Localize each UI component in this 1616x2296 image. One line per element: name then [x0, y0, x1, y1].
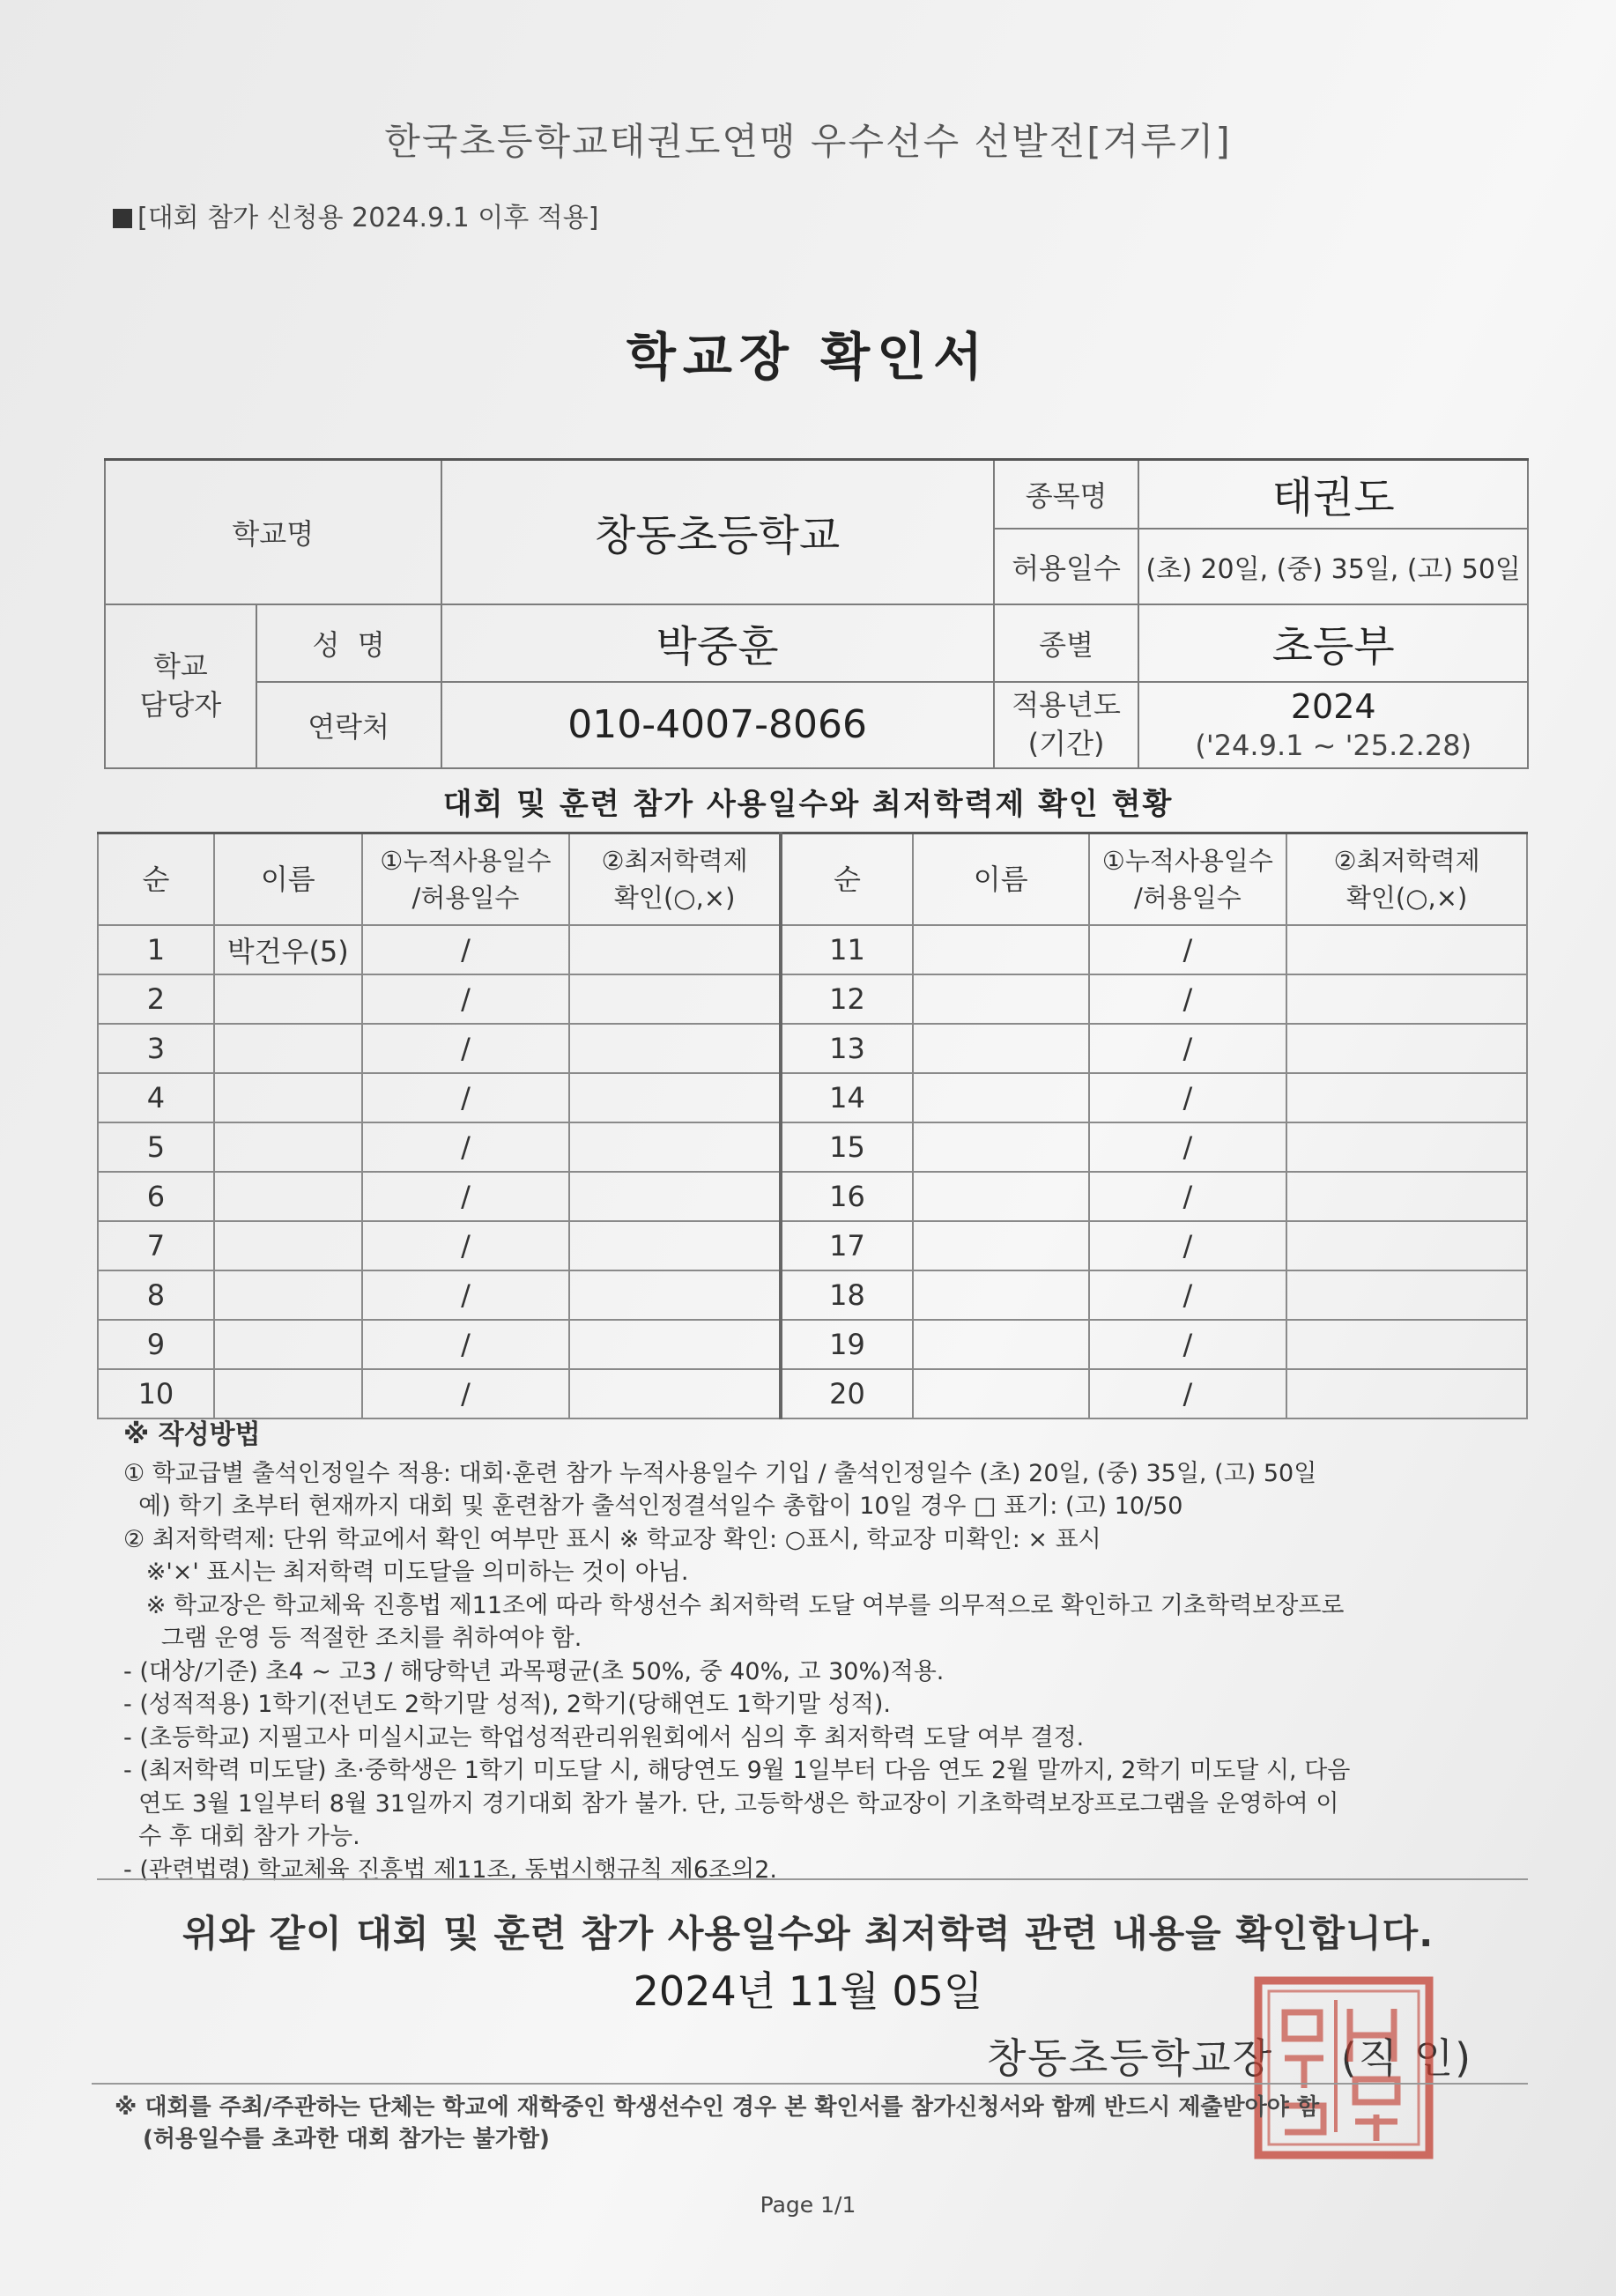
school-name-value: 창동초등학교 — [441, 460, 994, 604]
achievement-check-2 — [1286, 1221, 1527, 1270]
achievement-check — [569, 974, 781, 1024]
table-row — [98, 1270, 1527, 1320]
year-cell — [1138, 682, 1528, 768]
year-label — [994, 682, 1139, 768]
days-ratio-2: / — [1089, 1122, 1287, 1172]
col-header-check-2-line1: ②최저학력제 — [1333, 845, 1480, 876]
school-name-label: 학교명 — [105, 460, 441, 604]
instruction-line: ① 학교급별 출석인정일수 적용: 대회·훈련 참가 누적사용일수 기입 / 출석인정일수 (초) 20일, (중) 35일, (고) 50일 — [123, 1459, 1317, 1487]
days-ratio-2: / — [1089, 1320, 1287, 1369]
section-title: 대회 및 훈련 참가 사용일수와 최저학력제 확인 현황 — [442, 787, 1174, 822]
contact-label: 연락처 — [256, 682, 441, 768]
footnote-line2: (허용일수를 초과한 대회 참가는 불가함) — [143, 2126, 550, 2152]
achievement-check — [569, 1122, 781, 1172]
competition-title: 한국초등학교태권도연맹 우수선수 선발전[겨루기] — [384, 120, 1232, 163]
student-name — [214, 1172, 362, 1221]
achievement-check — [569, 1221, 781, 1270]
student-name — [214, 1122, 362, 1172]
days-ratio-2: / — [1089, 1024, 1287, 1073]
row-number-2: 16 — [781, 1172, 913, 1221]
col-header-no-2: 순 — [781, 833, 913, 926]
days-ratio-2: / — [1089, 974, 1287, 1024]
days-ratio: / — [362, 974, 570, 1024]
col-header-days-line2: /허용일수 — [411, 883, 520, 913]
instruction-line: 연도 3월 1일부터 8월 31일까지 경기대회 참가 불가. 단, 고등학생은 학교장이 기초학력보장프로그램을 운영하여 이 — [123, 1789, 1339, 1818]
row-number: 7 — [98, 1221, 214, 1270]
confirmation-date: 2024년 11월 05일 — [633, 1967, 983, 2015]
col-header-no: 순 — [98, 833, 214, 926]
row-number-2: 12 — [781, 974, 913, 1024]
table-row — [98, 1172, 1527, 1221]
instruction-line: - (관련법령) 학교체육 진흥법 제11조, 동법시행규칙 제6조의2. — [123, 1855, 777, 1884]
year-label-line1: 적용년도 — [1012, 688, 1121, 722]
division-value: 초등부 — [1138, 604, 1528, 682]
student-name-2 — [913, 1172, 1089, 1221]
staff-label-line1: 학교 — [152, 649, 208, 684]
instruction-line: - (최저학력 미도달) 초·중학생은 1학기 미도달 시, 해당연도 9월 1일부터 다음 연도 2월 말까지, 2학기 미도달 시, 다음 — [123, 1757, 1351, 1784]
achievement-check — [569, 1369, 781, 1418]
student-name-2 — [913, 925, 1089, 974]
col-header-check-line2: 확인(○,×) — [613, 883, 736, 913]
table-row — [98, 1320, 1527, 1369]
seal-note: (직 인) — [1340, 2034, 1473, 2082]
col-header-name-2: 이름 — [913, 833, 1089, 926]
student-name-2 — [913, 1073, 1089, 1122]
col-header-days-2-line1: ①누적사용일수 — [1101, 845, 1273, 876]
row-number-2: 19 — [781, 1320, 913, 1369]
student-name-2 — [913, 1270, 1089, 1320]
table-row — [98, 974, 1527, 1024]
student-name — [214, 1270, 362, 1320]
student-name — [214, 1024, 362, 1073]
col-header-check-line1: ②최저학력제 — [601, 845, 748, 876]
days-ratio-2: / — [1089, 1369, 1287, 1418]
year-value: 2024 — [1290, 686, 1376, 726]
table-row — [98, 1122, 1527, 1172]
name-value: 박중훈 — [441, 604, 994, 682]
days-ratio: / — [362, 1369, 570, 1418]
student-name-2 — [913, 1369, 1089, 1418]
document-title: 학교장 확인서 — [626, 327, 990, 387]
student-name — [214, 1073, 362, 1122]
student-name: 박건우(5) — [214, 925, 362, 974]
days-ratio-2: / — [1089, 1221, 1287, 1270]
row-number: 5 — [98, 1122, 214, 1172]
info-table — [104, 458, 1529, 769]
row-number: 3 — [98, 1024, 214, 1073]
student-name — [214, 1369, 362, 1418]
footnote-line1: ※ 대회를 주최/주관하는 단체는 학교에 재학중인 학생선수인 경우 본 확인서를 참가신청서와 함께 반드시 제출받아야 함 — [115, 2094, 1320, 2121]
row-number-2: 11 — [781, 925, 913, 974]
days-ratio-2: / — [1089, 1270, 1287, 1320]
roster-table — [97, 832, 1528, 1419]
days-ratio: / — [362, 1172, 570, 1221]
col-header-days-line1: ①누적사용일수 — [380, 845, 552, 876]
student-name — [214, 974, 362, 1024]
days-ratio: / — [362, 1320, 570, 1369]
student-name-2 — [913, 974, 1089, 1024]
days-ratio: / — [362, 1073, 570, 1122]
row-number-2: 15 — [781, 1122, 913, 1172]
days-ratio: / — [362, 1122, 570, 1172]
instruction-line: 예) 학기 초부터 현재까지 대회 및 훈련참가 출석인정결석일수 총합이 10일 경우 □ 표기: (고) 10/50 — [123, 1492, 1183, 1520]
row-number: 8 — [98, 1270, 214, 1320]
instruction-line: ② 최저학력제: 단위 학교에서 확인 여부만 표시 ※ 학교장 확인: ○표시, 학교장 미확인: × 표시 — [123, 1525, 1101, 1553]
name-label: 성 명 — [256, 604, 441, 682]
table-row — [98, 1073, 1527, 1122]
period-value: ('24.9.1 ~ '25.2.28) — [1195, 729, 1472, 763]
col-header-days — [362, 833, 570, 926]
table-row — [98, 1221, 1527, 1270]
achievement-check-2 — [1286, 1172, 1527, 1221]
row-number-2: 17 — [781, 1221, 913, 1270]
days-ratio: / — [362, 1221, 570, 1270]
row-number: 1 — [98, 925, 214, 974]
student-name — [214, 1320, 362, 1369]
instruction-line: - (성적적용) 1학기(전년도 2학기말 성적), 2학기(당해연도 1학기말 성적). — [123, 1691, 891, 1718]
achievement-check — [569, 925, 781, 974]
col-header-days-2-line2: /허용일수 — [1133, 883, 1242, 913]
achievement-check — [569, 1270, 781, 1320]
instructions — [123, 1418, 1533, 1886]
row-number: 9 — [98, 1320, 214, 1369]
instruction-line: ※ 학교장은 학교체육 진흥법 제11조에 따라 학생선수 최저학력 도달 여부를 의무적으로 확인하고 기초학력보장프로 — [123, 1591, 1345, 1619]
divider — [97, 1878, 1528, 1880]
event-value: 태권도 — [1138, 460, 1528, 529]
table-row — [98, 925, 1527, 974]
achievement-check-2 — [1286, 1024, 1527, 1073]
table-row — [98, 1024, 1527, 1073]
achievement-check — [569, 1024, 781, 1073]
achievement-check — [569, 1320, 781, 1369]
days-ratio: / — [362, 1270, 570, 1320]
student-name-2 — [913, 1024, 1089, 1073]
achievement-check-2 — [1286, 925, 1527, 974]
divider-footer — [92, 2083, 1528, 2085]
days-ratio-2: / — [1089, 1073, 1287, 1122]
year-label-line2: (기간) — [1027, 726, 1105, 760]
achievement-check-2 — [1286, 1122, 1527, 1172]
square-bullet-icon — [113, 209, 132, 228]
achievement-check-2 — [1286, 1073, 1527, 1122]
principal-name: 창동초등학교장 — [987, 2034, 1274, 2082]
student-name-2 — [913, 1122, 1089, 1172]
instruction-line: ※'×' 표시는 최저학력 미도달을 의미하는 것이 아님. — [123, 1559, 689, 1586]
confirmation-statement: 위와 같이 대회 및 훈련 참가 사용일수와 최저학력 관련 내용을 확인합니다. — [182, 1912, 1434, 1955]
form-note — [113, 196, 598, 234]
form-note-text: [대회 참가 신청용 2024.9.1 이후 적용] — [137, 203, 599, 233]
col-header-check-2 — [1286, 833, 1527, 926]
student-name — [214, 1221, 362, 1270]
days-ratio: / — [362, 1024, 570, 1073]
achievement-check — [569, 1172, 781, 1221]
achievement-check-2 — [1286, 1369, 1527, 1418]
achievement-check — [569, 1073, 781, 1122]
days-ratio-2: / — [1089, 1172, 1287, 1221]
days-ratio: / — [362, 925, 570, 974]
row-number-2: 13 — [781, 1024, 913, 1073]
division-label: 종별 — [994, 604, 1139, 682]
col-header-check-2-line2: 확인(○,×) — [1345, 883, 1468, 913]
days-ratio-2: / — [1089, 925, 1287, 974]
col-header-days-2 — [1089, 833, 1287, 926]
row-number: 4 — [98, 1073, 214, 1122]
instructions-heading: ※ 작성방법 — [123, 1419, 261, 1450]
achievement-check-2 — [1286, 1320, 1527, 1369]
row-number: 6 — [98, 1172, 214, 1221]
page-number: Page 1/1 — [760, 2192, 856, 2218]
staff-label — [105, 604, 256, 768]
instructions-lines — [123, 1457, 1533, 1887]
instruction-line: 수 후 대회 참가 가능. — [123, 1823, 360, 1850]
event-label: 종목명 — [994, 460, 1139, 529]
footnote — [115, 2092, 1524, 2155]
row-number-2: 14 — [781, 1073, 913, 1122]
col-header-check — [569, 833, 781, 926]
staff-label-line2: 담당자 — [139, 687, 222, 722]
instruction-line: - (대상/기준) 초4 ~ 고3 / 해당학년 과목평균(초 50%, 중 40%, 고 30%)적용. — [123, 1657, 945, 1685]
instruction-line: - (초등학교) 지필고사 미실시교는 학업성적관리위원회에서 심의 후 최저학력 도달 여부 결정. — [123, 1723, 1085, 1752]
allowed-days-value: (초) 20일, (중) 35일, (고) 50일 — [1138, 529, 1528, 604]
achievement-check-2 — [1286, 974, 1527, 1024]
row-number: 10 — [98, 1369, 214, 1418]
col-header-name: 이름 — [214, 833, 362, 926]
student-name-2 — [913, 1221, 1089, 1270]
row-number: 2 — [98, 974, 214, 1024]
row-number-2: 20 — [781, 1369, 913, 1418]
instruction-line: 그램 운영 등 적절한 조치를 취하여야 함. — [123, 1625, 582, 1652]
row-number-2: 18 — [781, 1270, 913, 1320]
allowed-days-label: 허용일수 — [994, 529, 1139, 604]
table-row — [98, 1369, 1527, 1418]
student-name-2 — [913, 1320, 1089, 1369]
achievement-check-2 — [1286, 1270, 1527, 1320]
contact-value: 010-4007-8066 — [441, 682, 994, 768]
